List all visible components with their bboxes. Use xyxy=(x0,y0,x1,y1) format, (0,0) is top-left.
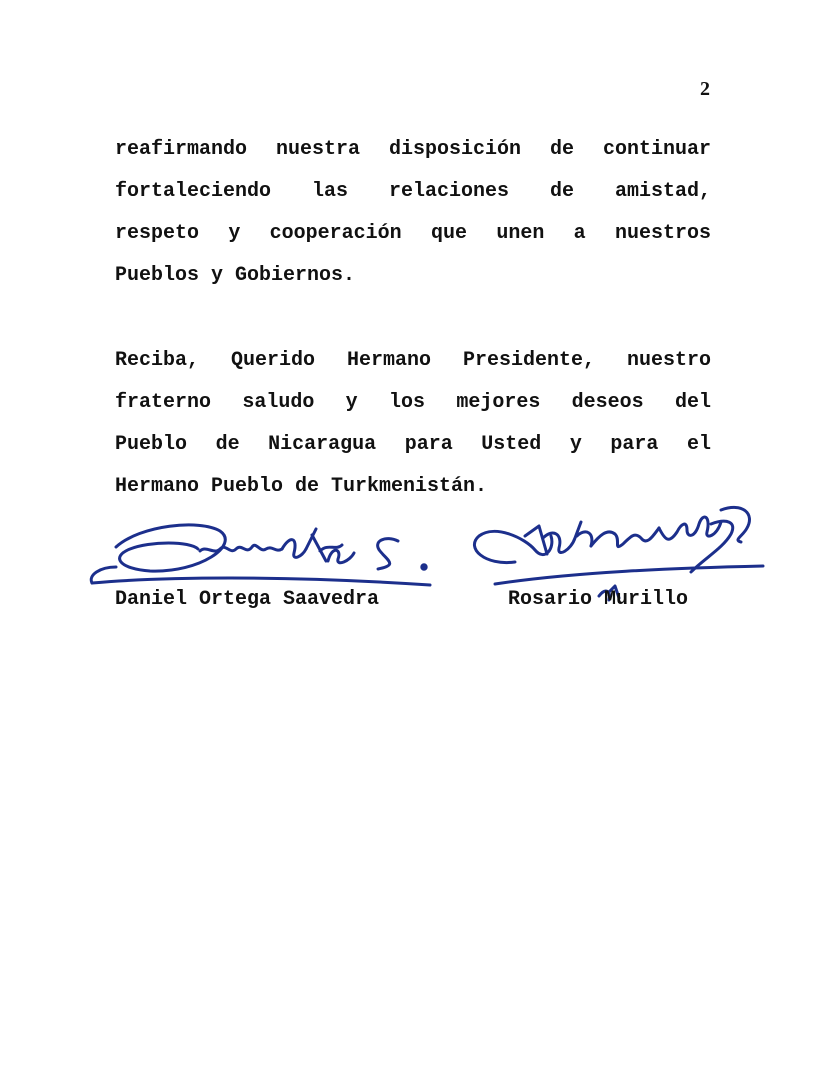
paragraph-greeting xyxy=(115,340,711,508)
paragraph-line: respeto y cooperación que unen a nuestros xyxy=(115,222,711,245)
paragraph-line: Pueblo de Nicaragua para Usted y para el xyxy=(115,433,711,456)
signatory-name-daniel-ortega: Daniel Ortega Saavedra xyxy=(115,588,380,611)
paragraph-line: fortaleciendo las relaciones de amistad, xyxy=(115,180,711,203)
paragraph-closing-continuation xyxy=(115,129,711,297)
paragraph-line: Hermano Pueblo de Turkmenistán. xyxy=(115,475,488,498)
page-number: 2 xyxy=(700,78,710,100)
paragraph-line: reafirmando nuestra disposición de continuar xyxy=(115,138,711,161)
signatory-name-rosario-murillo: Rosario Murillo xyxy=(508,588,689,611)
signature-daniel-ortega xyxy=(80,505,445,595)
paragraph-line: Pueblos y Gobiernos. xyxy=(115,264,356,287)
paragraph-line: fraterno saludo y los mejores deseos del xyxy=(115,391,711,414)
paragraph-line: Reciba, Querido Hermano Presidente, nuestro xyxy=(115,349,711,372)
